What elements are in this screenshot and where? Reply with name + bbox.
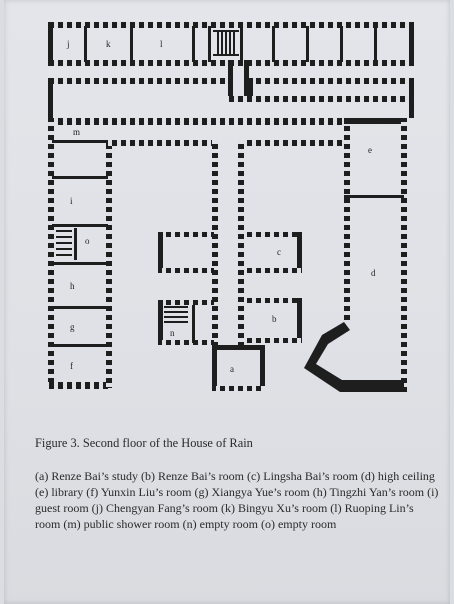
label-n: n	[170, 328, 175, 338]
label-g: g	[70, 322, 75, 332]
label-a: a	[230, 364, 234, 374]
room-labels	[66, 39, 376, 374]
label-e: e	[368, 145, 372, 155]
label-h: h	[70, 281, 75, 291]
label-o: o	[85, 236, 90, 246]
outer-walls	[48, 118, 407, 393]
top-wing	[48, 22, 414, 66]
room-d-wall	[304, 322, 404, 392]
stair-top	[213, 30, 239, 56]
floor-plan	[4, 0, 450, 430]
label-b: b	[272, 314, 277, 324]
label-d: d	[371, 268, 376, 278]
label-l: l	[160, 39, 163, 49]
label-c: c	[277, 247, 281, 257]
label-j: j	[67, 39, 70, 49]
figure-caption: Figure 3. Second floor of the House of Rain	[35, 436, 253, 450]
label-m: m	[73, 127, 81, 137]
central-corridor	[158, 140, 302, 391]
book-page	[4, 0, 450, 604]
label-k: k	[106, 39, 111, 49]
label-i: i	[70, 196, 73, 206]
label-f: f	[70, 361, 73, 371]
connector-corridor	[48, 60, 414, 118]
figure-legend: (a) Renze Bai’s study (b) Renze Bai’s room (c) Lingsha Bai’s room (d) high ceiling (e) library (f) Yunxin Liu’s room (g) Xiangya Yue’s room (h) Tingzhi Yan’s room (i) guest room (j) Chengyan Fang’s room (k) Bingyu Xu’s room (l) Ruoping Lin’s room (m) public shower room (n) empty room (o) empty room	[35, 469, 439, 531]
left-wing-walls	[52, 140, 108, 347]
